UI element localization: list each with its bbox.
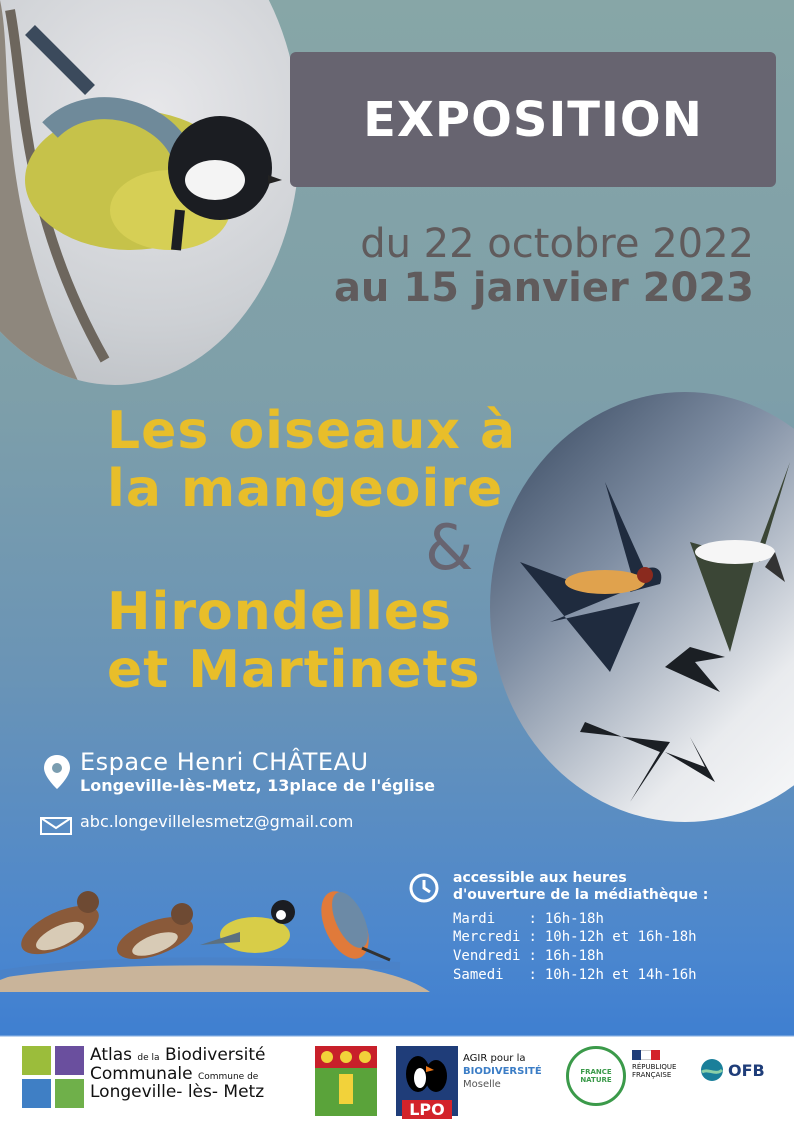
ofb-label: OFB	[728, 1060, 765, 1080]
sparrow-1	[14, 891, 105, 964]
hours-day: Samedi	[453, 967, 504, 984]
atlas-small-1: de la	[137, 1053, 160, 1063]
french-flag-icon	[632, 1050, 660, 1060]
hours-row	[453, 947, 705, 966]
republique-label: RÉPUBLIQUE FRANÇAISE	[632, 1063, 677, 1079]
hours-row	[453, 910, 705, 929]
feeder-birds-illustration	[0, 870, 440, 1000]
venue-address: Longeville-lès-Metz, 13place de l'église	[80, 776, 435, 795]
hours-time: 16h-18h	[544, 948, 604, 965]
banner-label: EXPOSITION	[363, 91, 703, 148]
nuthatch	[312, 884, 390, 966]
exhibition-title	[107, 402, 516, 700]
swallows-photo	[490, 392, 794, 822]
venue-name: Espace Henri CHÂTEAU	[80, 748, 369, 776]
hours-sep: :	[528, 929, 537, 946]
town-coat-of-arms	[315, 1046, 377, 1116]
atlas-line-2: Communale	[90, 1063, 193, 1084]
agir-line-2: BIODIVERSITÉ	[463, 1066, 542, 1077]
hours-heading-1: accessible aux heures	[453, 870, 627, 886]
hours-row	[453, 928, 705, 947]
hours-sep: :	[528, 967, 537, 984]
date-start: du 22 octobre 2022	[360, 221, 754, 267]
contact-email[interactable]: abc.longevillelesmetz@gmail.com	[80, 812, 354, 831]
agir-line-1: AGIR pour la	[463, 1053, 526, 1064]
hours-sep: :	[528, 948, 537, 965]
hours-day: Vendredi	[453, 948, 521, 965]
great-tit-photo	[0, 0, 300, 385]
hours-day: Mercredi	[453, 929, 521, 946]
republique-logo	[632, 1050, 692, 1079]
france-nature-label: FRANCE NATURE	[580, 1068, 612, 1084]
opening-hours	[453, 870, 708, 985]
title-line-3: Hirondelles	[107, 582, 453, 643]
hours-row	[453, 966, 705, 985]
atlas-logo-text	[90, 1046, 265, 1102]
lpo-label: LPO	[402, 1100, 452, 1119]
exposition-banner	[290, 52, 776, 187]
atlas-small-2: Commune de	[197, 1071, 259, 1082]
ofb-logo	[700, 1058, 765, 1082]
title-ampersand: &	[425, 511, 475, 585]
title-line-4: et Martinets	[107, 640, 481, 701]
venue	[80, 748, 435, 795]
hours-day: Mardi	[453, 910, 496, 927]
title-line-1: Les oiseaux à	[107, 401, 517, 461]
date-end: au 15 janvier 2023	[333, 265, 754, 311]
location-pin-icon	[44, 755, 70, 789]
atlas-line-1b: Biodiversité	[164, 1045, 266, 1065]
great-tit-small	[200, 900, 295, 953]
envelope-icon	[40, 817, 72, 835]
agir-line-3: Moselle	[463, 1079, 501, 1090]
atlas-line-1: Atlas	[90, 1045, 132, 1065]
atlas-logo-icon	[22, 1046, 84, 1108]
agir-logo	[463, 1052, 559, 1091]
hours-time: 10h-12h et 14h-16h	[544, 967, 697, 984]
france-nature-logo	[566, 1046, 626, 1106]
hours-time: 16h-18h	[544, 910, 604, 927]
partner-logos	[0, 1038, 794, 1125]
atlas-line-3: Longeville- lès- Metz	[90, 1082, 265, 1103]
title-line-2: la mangeoire	[107, 459, 504, 520]
date-range	[334, 222, 754, 310]
puffin-icon	[396, 1046, 458, 1096]
hours-time: 10h-12h et 16h-18h	[544, 929, 697, 946]
ofb-circle-icon	[700, 1058, 724, 1082]
hours-sep: :	[528, 910, 537, 927]
hours-heading-2: d'ouverture de la médiathèque :	[453, 886, 709, 903]
lpo-logo	[396, 1046, 458, 1119]
hours-table	[453, 910, 705, 986]
